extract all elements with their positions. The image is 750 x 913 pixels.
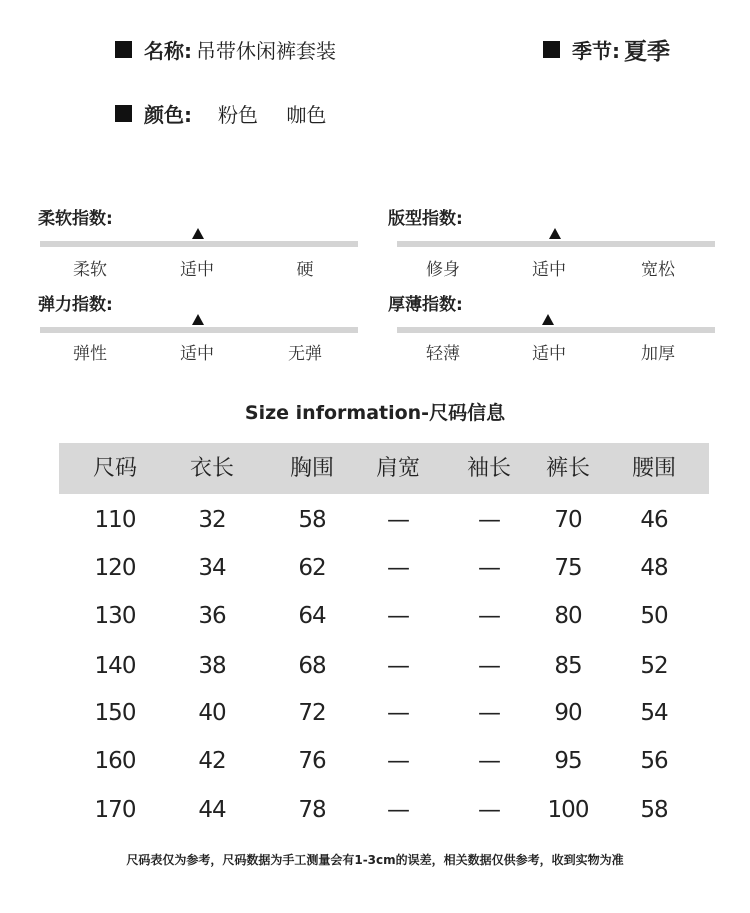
cell-shoulder: — — [387, 507, 409, 533]
cell-shoulder: — — [387, 555, 409, 581]
cell-length: 32 — [198, 507, 226, 533]
product-name-label: 名称: — [144, 39, 192, 63]
cell-shoulder: — — [387, 748, 409, 774]
elasticity-scale-bar — [40, 327, 358, 333]
size-table-title: Size information-尺码信息 — [244, 402, 506, 424]
fit-option-slim: 修身 — [426, 260, 460, 280]
cell-shoulder: — — [387, 797, 409, 823]
cell-length: 40 — [198, 700, 226, 726]
bullet-square-icon — [543, 41, 560, 58]
fit-option-medium: 适中 — [532, 260, 566, 280]
fit-marker-icon — [549, 228, 561, 239]
fit-scale-bar — [397, 241, 715, 247]
fit-index-title: 版型指数: — [388, 209, 463, 229]
cell-length: 38 — [198, 653, 226, 679]
bullet-square-icon — [115, 41, 132, 58]
thickness-marker-icon — [542, 314, 554, 325]
bullet-square-icon — [115, 105, 132, 122]
elasticity-marker-icon — [192, 314, 204, 325]
cell-pants-length: 85 — [554, 653, 582, 679]
softness-index-title: 柔软指数: — [38, 209, 113, 229]
color-value-pink: 粉色 — [218, 103, 258, 127]
cell-length: 36 — [198, 603, 226, 629]
cell-length: 44 — [198, 797, 226, 823]
fit-option-loose: 宽松 — [641, 260, 675, 280]
cell-size: 160 — [94, 748, 136, 774]
thickness-scale-bar — [397, 327, 715, 333]
softness-option-hard: 硬 — [296, 260, 314, 280]
cell-size: 120 — [94, 555, 136, 581]
product-name-line — [115, 35, 336, 64]
cell-pants-length: 70 — [554, 507, 582, 533]
season-label: 季节: — [572, 39, 620, 63]
season-line — [543, 33, 670, 66]
cell-pants-length: 75 — [554, 555, 582, 581]
cell-shoulder: — — [387, 603, 409, 629]
header-size: 尺码 — [92, 456, 137, 481]
cell-length: 42 — [198, 748, 226, 774]
cell-chest: 68 — [298, 653, 326, 679]
thickness-option-medium: 适中 — [532, 344, 566, 364]
cell-size: 150 — [94, 700, 136, 726]
softness-scale-bar — [40, 241, 358, 247]
header-pants-length: 裤长 — [545, 456, 590, 481]
cell-size: 170 — [94, 797, 136, 823]
cell-sleeve: — — [478, 700, 500, 726]
elasticity-option-medium: 适中 — [180, 344, 214, 364]
cell-waist: 56 — [640, 748, 668, 774]
cell-pants-length: 90 — [554, 700, 582, 726]
color-value-brown: 咖色 — [286, 103, 327, 127]
color-line — [115, 99, 326, 128]
cell-waist: 46 — [640, 507, 668, 533]
header-chest: 胸围 — [289, 456, 334, 481]
elasticity-option-none: 无弹 — [288, 344, 322, 364]
header-length: 衣长 — [189, 456, 234, 481]
size-table-header — [59, 443, 709, 494]
header-shoulder: 肩宽 — [375, 456, 420, 481]
softness-option-soft: 柔软 — [73, 260, 107, 280]
cell-pants-length: 100 — [547, 797, 589, 823]
cell-length: 34 — [198, 555, 226, 581]
cell-shoulder: — — [387, 700, 409, 726]
thickness-index-title: 厚薄指数: — [388, 295, 463, 315]
cell-sleeve: — — [478, 555, 500, 581]
cell-chest: 76 — [298, 748, 326, 774]
size-disclaimer-note: 尺码表仅为参考，尺码数据为手工测量会有1-3cm的误差，相关数据仅供参考，收到实物为准 — [126, 853, 624, 867]
cell-sleeve: — — [478, 507, 500, 533]
cell-waist: 48 — [640, 555, 668, 581]
cell-pants-length: 80 — [554, 603, 582, 629]
thickness-option-thick: 加厚 — [641, 344, 675, 364]
cell-shoulder: — — [387, 653, 409, 679]
cell-chest: 72 — [298, 700, 326, 726]
cell-chest: 78 — [298, 797, 326, 823]
season-value: 夏季 — [624, 39, 670, 65]
cell-sleeve: — — [478, 748, 500, 774]
cell-sleeve: — — [478, 653, 500, 679]
product-name-value: 吊带休闲裤套装 — [196, 39, 336, 63]
cell-chest: 64 — [298, 603, 326, 629]
elasticity-option-elastic: 弹性 — [73, 344, 107, 364]
cell-pants-length: 95 — [554, 748, 582, 774]
softness-marker-icon — [192, 228, 204, 239]
header-sleeve: 袖长 — [466, 456, 511, 481]
cell-sleeve: — — [478, 797, 500, 823]
cell-waist: 54 — [640, 700, 668, 726]
thickness-option-thin: 轻薄 — [426, 344, 460, 364]
elasticity-index-title: 弹力指数: — [38, 295, 113, 315]
color-label: 颜色: — [144, 103, 192, 127]
cell-chest: 62 — [298, 555, 326, 581]
cell-waist: 52 — [640, 653, 668, 679]
cell-size: 110 — [94, 507, 136, 533]
cell-waist: 58 — [640, 797, 668, 823]
cell-size: 140 — [94, 653, 136, 679]
softness-option-medium: 适中 — [180, 260, 214, 280]
cell-size: 130 — [94, 603, 136, 629]
header-waist: 腰围 — [631, 456, 676, 481]
color-values — [192, 99, 326, 128]
cell-chest: 58 — [298, 507, 326, 533]
cell-waist: 50 — [640, 603, 668, 629]
cell-sleeve: — — [478, 603, 500, 629]
